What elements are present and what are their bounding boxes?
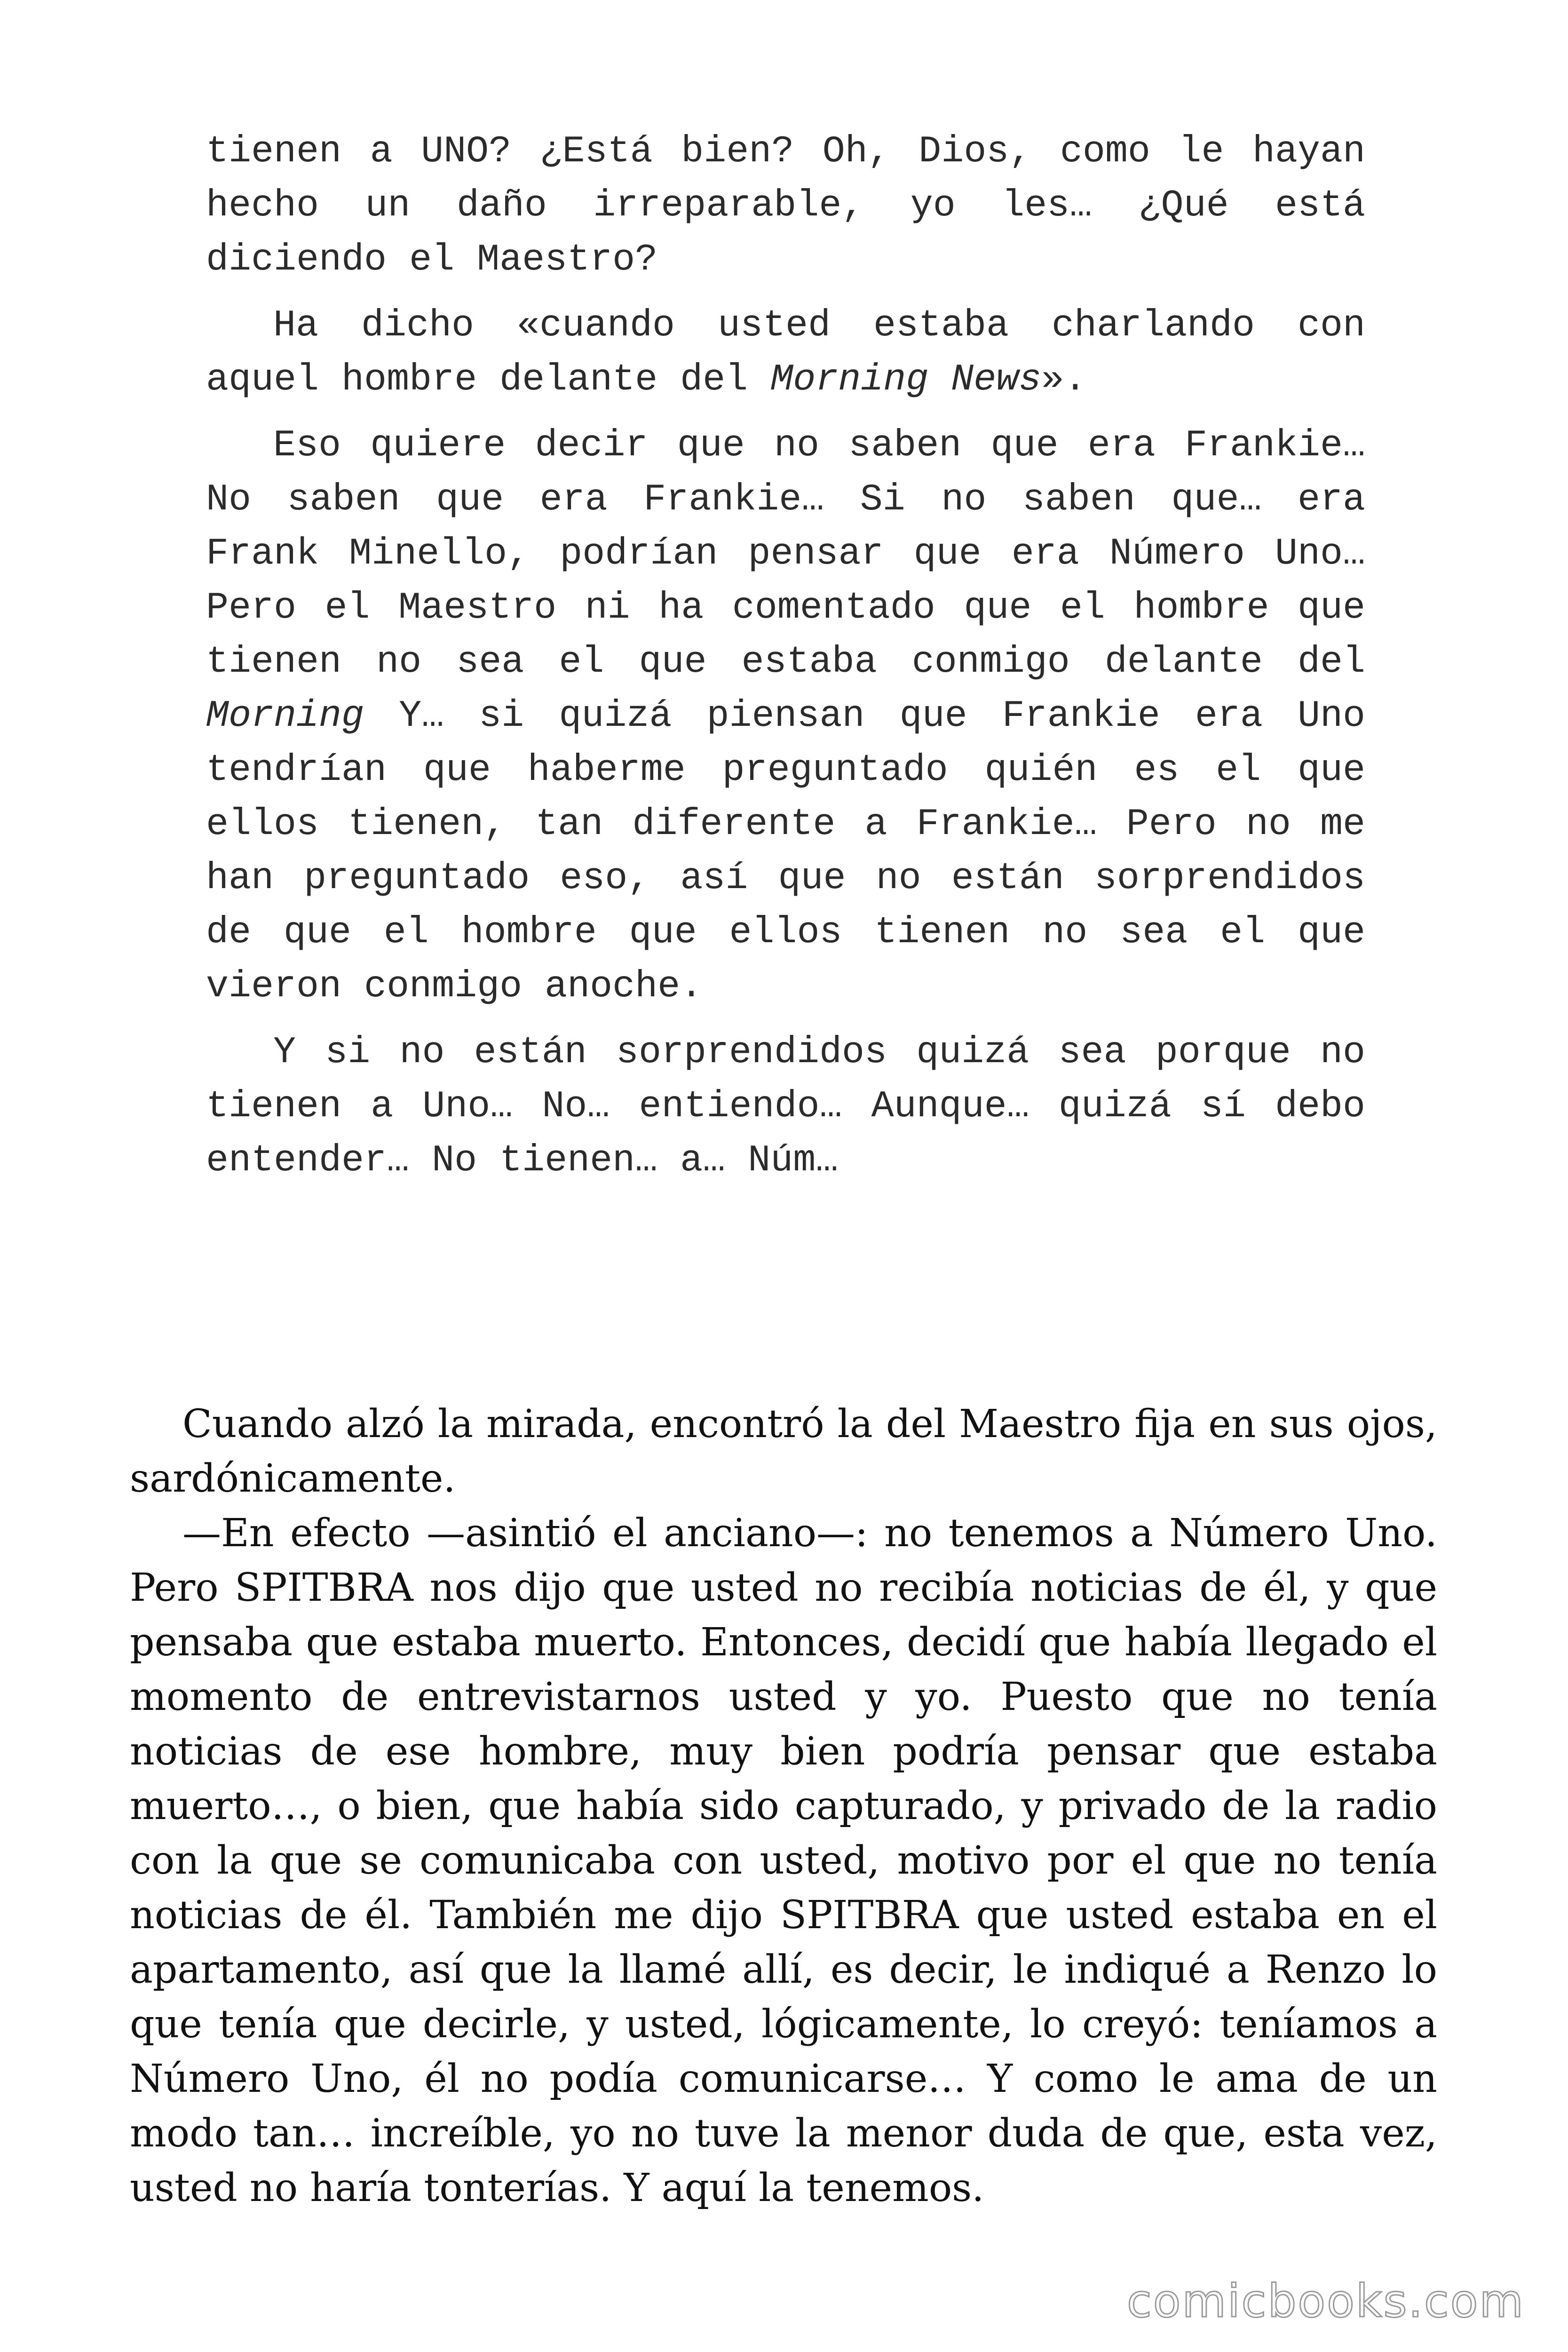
interior-monologue [206, 125, 1365, 1200]
monologue-p2-end: ». [1041, 358, 1087, 401]
monologue-p2-text: Ha dicho «cuando usted estaba charlando con aquel hombre delante del [206, 304, 1365, 401]
newspaper-title: Morning News [770, 358, 1042, 401]
newspaper-title-short: Morning [206, 695, 364, 738]
monologue-paragraph-1: tienen a UNO? ¿Está bien? Oh, Dios, como le hayan hecho un daño irreparable, yo les… ¿Qué está diciendo el Maestro? [206, 130, 1365, 281]
narrative-text [130, 1397, 1437, 2216]
monologue-paragraph-3 [206, 419, 1365, 1014]
monologue-p3-end: Y… si quizá piensan que Frankie era Uno tendrían que haberme preguntado quién es el que ellos tienen, tan diferente a Frankie… Pero no me han preguntado eso, así que no están sorprendidos de que el hombre que ellos tienen no sea el que vieron conmigo anoche. [206, 695, 1365, 1008]
monologue-p3-text: Eso quiere decir que no saben que era Frankie… No saben que era Frankie… Si no saben que… era Frank Minello, podrían pensar que era Número Uno… Pero el Maestro ni ha comentado que el hombre que tienen no sea el que estaba conmigo delante del [206, 424, 1365, 683]
watermark-logo: comicbooks.com [1126, 2275, 1525, 2328]
monologue-paragraph-4: Y si no están sorprendidos quizá sea porque no tienen a Uno… No… entiendo… Aunque… quizá sí debo entender… No tienen… a… Núm… [206, 1031, 1365, 1182]
monologue-paragraph-2 [206, 299, 1365, 407]
narrative-paragraph-1: Cuando alzó la mirada, encontró la del Maestro fija en sus ojos, sardónicamente. [130, 1402, 1437, 1501]
narrative-paragraph-2: —En efecto —asintió el anciano—: no tenemos a Número Uno. Pero SPITBRA nos dijo que usted no recibía noticias de él, y que pensaba que estaba muerto. Entonces, decidí que había llegado el momento de entrevistarnos usted y yo. Puesto que no tenía noticias de ese hombre, muy bien podría pensar que estaba muerto…, o bien, que había sido capturado, y privado de la radio con la que se comunicaba con usted, motivo por el que no tenía noticias de él. También me dijo SPITBRA que usted estaba en el apartamento, así que la llamé allí, es decir, le indiqué a Renzo lo que tenía que decirle, y usted, lógicamente, lo creyó: teníamos a Número Uno, él no podía comunicarse… Y como le ama de un modo tan… increíble, yo no tuve la menor duda de que, esta vez, usted no haría tonterías. Y aquí la tenemos. [130, 1511, 1437, 2210]
